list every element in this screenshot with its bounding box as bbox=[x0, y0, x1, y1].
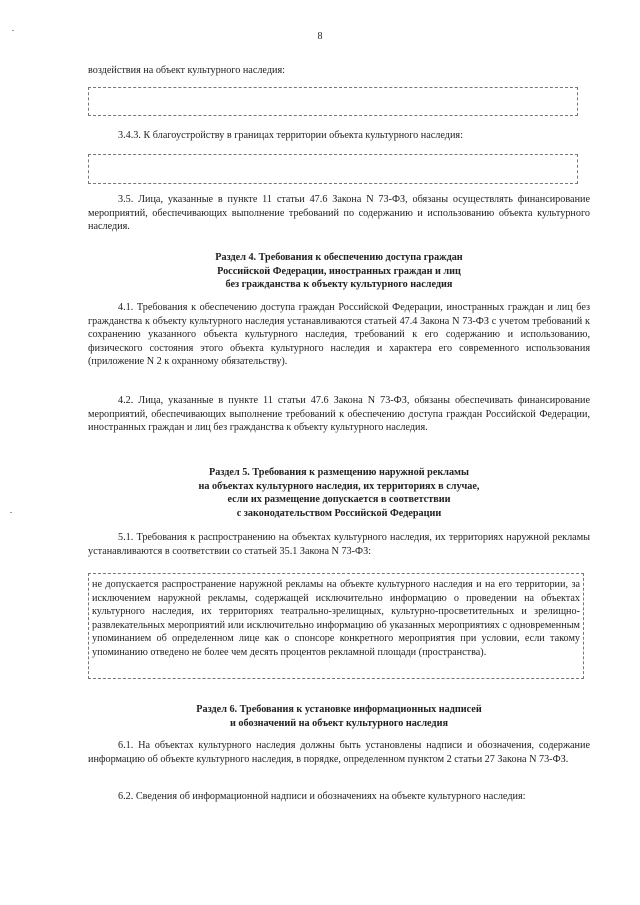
section-6-heading-line: и обозначений на объект культурного наследия bbox=[230, 717, 448, 729]
section-6-heading-line: Раздел 6. Требования к установке информационных надписей bbox=[196, 704, 482, 715]
section-4-heading-line: Раздел 4. Требования к обеспечению доступа граждан bbox=[215, 252, 463, 263]
paragraph-3-4-3: 3.4.3. К благоустройству в границах территории объекта культурного наследия: bbox=[118, 130, 463, 141]
section-5-heading-line: Раздел 5. Требования к размещению наружной рекламы bbox=[209, 467, 469, 478]
section-6-heading bbox=[88, 703, 590, 730]
paragraph-5-1-block bbox=[88, 531, 590, 558]
page-number: 8 bbox=[317, 31, 323, 42]
paragraph-4-2-block bbox=[88, 394, 590, 435]
paragraph-4-1-block bbox=[88, 301, 590, 369]
paragraph-continuation: воздействия на объект культурного наследия: bbox=[88, 65, 285, 76]
empty-field-box-1 bbox=[88, 87, 578, 116]
paragraph-3-5-block bbox=[88, 193, 590, 234]
section-5-heading-line: с законодательством Российской Федерации bbox=[236, 507, 442, 519]
advertising-requirements-text: не допускается распространение наружной рекламы на объекте культурного наследия и на его территории, за исключением наружной рекламы, содержащей исключительно информацию о проведении на объектах культурного наследия, их территориях театрально-зрелищных, культурно-просветительных и зрелищно-развлекательных мероприятий или исключительно информацию об указанных мероприятиях с одновременным упоминанием об определенном лице как о спонсоре конкретного мероприятия при условии, если такому упоминанию отведено не более чем десять процентов рекламной площади (пространства). bbox=[92, 579, 580, 658]
paragraph-6-2: 6.2. Сведения об информационной надписи и обозначениях на объекте культурного наследия: bbox=[118, 791, 526, 802]
section-5-heading-line: если их размещение допускается в соответствии bbox=[227, 494, 451, 505]
section-5-heading bbox=[88, 466, 590, 520]
empty-field-box-2 bbox=[88, 154, 578, 184]
paragraph-5-1: 5.1. Требования к распространению на объектах культурного наследия, их территориях наружной рекламы устанавливаются в соответствии со статьей 35.1 Закона N 73-ФЗ: bbox=[88, 532, 590, 557]
paragraph-6-1-block bbox=[88, 739, 590, 766]
paragraph-3-4-3-block bbox=[88, 129, 590, 143]
section-4-heading-line: Российской Федерации, иностранных граждан и лиц bbox=[217, 265, 461, 277]
scan-speck bbox=[10, 512, 12, 513]
section-4-heading bbox=[88, 251, 590, 292]
scan-speck bbox=[12, 30, 14, 31]
paragraph-6-2-block bbox=[88, 790, 590, 804]
paragraph-6-1: 6.1. На объектах культурного наследия должны быть установлены надписи и обозначения, содержание информацию об объекте культурного наследия, в порядке, определенном пунктом 2 статьи 27 Закона N 73-ФЗ. bbox=[88, 740, 590, 765]
paragraph-4-1: 4.1. Требования к обеспечению доступа граждан Российской Федерации, иностранных граждан и лиц без гражданства к объекту культурного наследия устанавливаются статьей 47.4 Закона N 73-ФЗ с учетом требований к сохранению указанного объекта культурного наследия, требований к его содержанию и использованию, физического состояния этого объекта культурного наследия и характера его современного использования (приложение N 2 к охранному обязательству). bbox=[88, 302, 590, 367]
paragraph-4-2: 4.2. Лица, указанные в пункте 11 статьи 47.6 Закона N 73-ФЗ, обязаны обеспечивать финансирование мероприятий, обеспечивающих выполнение требований к обеспечению доступа граждан Российской Федерации, иностранных граждан и лиц без гражданства к объекту культурного наследия. bbox=[88, 395, 590, 433]
paragraph-3-5: 3.5. Лица, указанные в пункте 11 статьи 47.6 Закона N 73-ФЗ, обязаны осуществлять финансирование мероприятий, обеспечивающих выполнение требований по содержанию и использованию объекта культурного наследия. bbox=[88, 194, 590, 232]
advertising-requirements-box bbox=[88, 573, 584, 679]
section-5-heading-line: на объектах культурного наследия, их территориях в случае, bbox=[198, 480, 480, 492]
section-4-heading-line: без гражданства к объекту культурного наследия bbox=[225, 279, 453, 290]
top-line bbox=[88, 64, 590, 78]
